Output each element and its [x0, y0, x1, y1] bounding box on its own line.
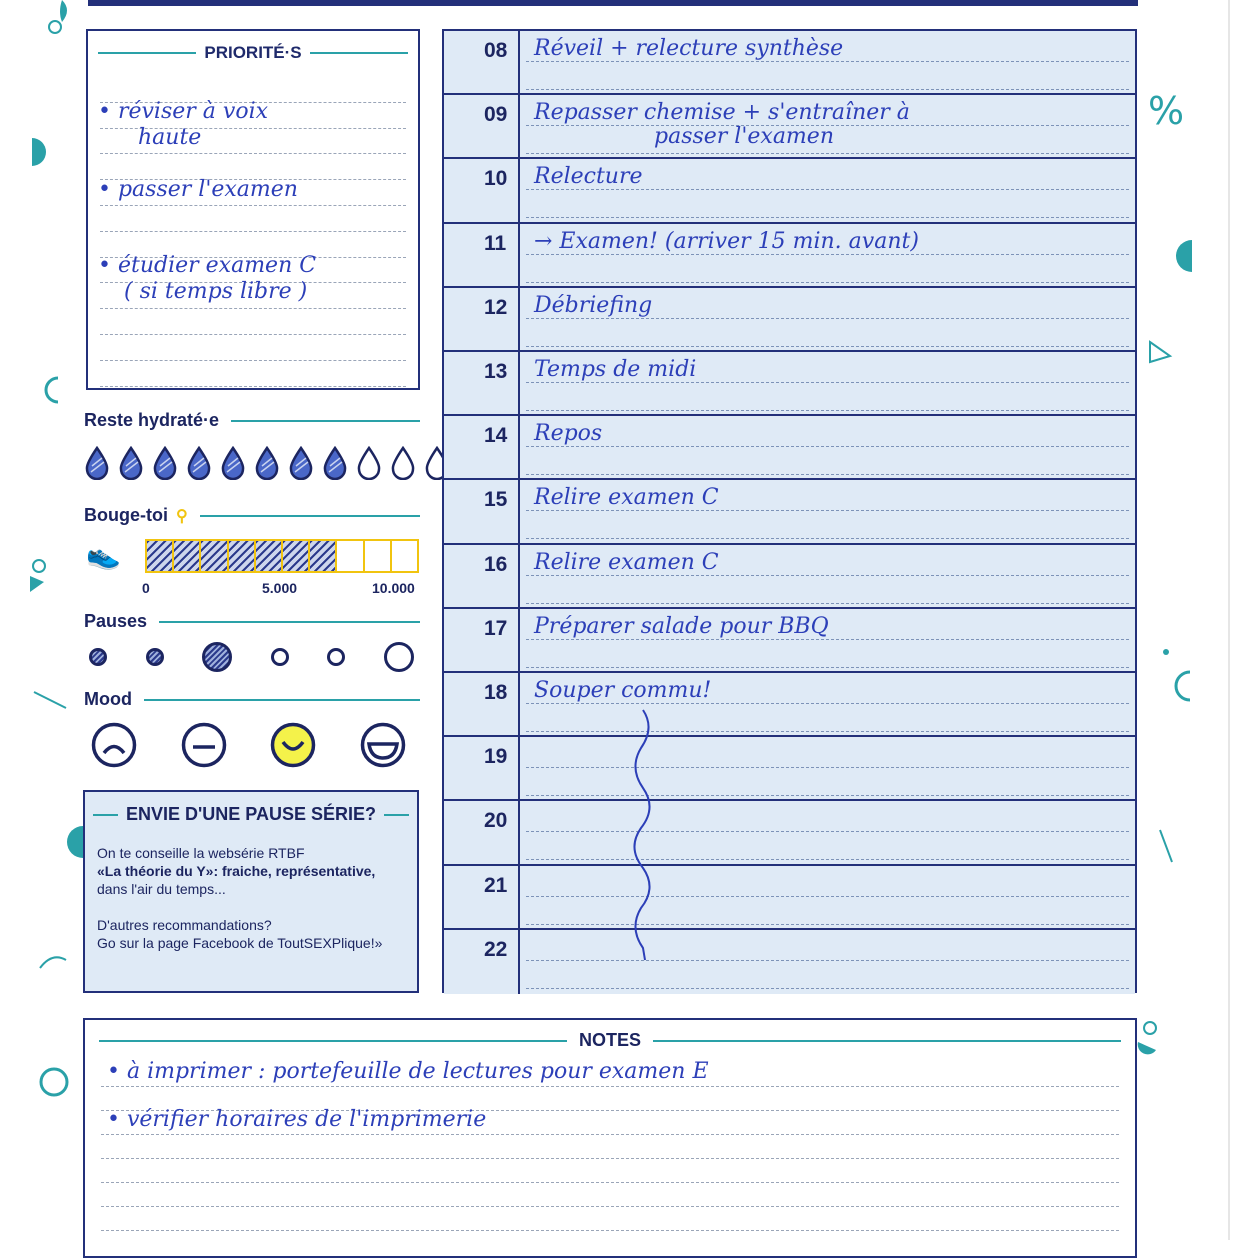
steps-heading [84, 505, 420, 526]
schedule-row[interactable] [444, 545, 1135, 609]
water-drop-icon[interactable] [322, 446, 348, 480]
schedule-row[interactable] [444, 159, 1135, 223]
hour-label: 22 [444, 930, 520, 994]
dashed-line [526, 538, 1129, 539]
dashed-line [101, 1086, 1119, 1087]
deco-slash [34, 692, 66, 708]
hour-label: 12 [444, 288, 520, 350]
schedule-row[interactable] [444, 673, 1135, 737]
schedule-entry: Préparer salade pour BBQ [534, 613, 829, 639]
schedule-row[interactable] [444, 930, 1135, 994]
dashed-line [101, 1134, 1119, 1135]
schedule-row[interactable] [444, 352, 1135, 416]
deco-percent: % [1148, 89, 1185, 133]
dashed-line [526, 667, 1129, 668]
dashed-line [526, 282, 1129, 283]
reco-title-text: ENVIE D'UNE PAUSE SÉRIE? [126, 804, 376, 824]
dashed-line [526, 474, 1129, 475]
water-drop-icon[interactable] [84, 446, 110, 480]
reco-line: «La théorie du Y»: fraiche, représentative, [97, 863, 376, 879]
water-drop-icon[interactable] [152, 446, 178, 480]
priority-item: • étudier examen C [98, 253, 317, 278]
deco-half-ring [46, 378, 58, 402]
deco-dot [1163, 649, 1169, 655]
water-drops [84, 446, 450, 480]
schedule-entry: Débriefing [534, 292, 653, 318]
mood-sad-icon[interactable] [91, 722, 137, 768]
deco-teal-drop [60, 0, 67, 22]
mood-heading [84, 689, 420, 710]
water-drop-icon[interactable] [254, 446, 280, 480]
dashed-line [526, 988, 1129, 989]
deco-ring [33, 560, 45, 572]
deco-triangle [30, 576, 44, 592]
mood-happy-icon[interactable] [270, 722, 316, 768]
dashed-line [526, 924, 1129, 925]
schedule-entry: Relire examen C [534, 485, 719, 511]
dashed-line [101, 1158, 1119, 1159]
dashed-line [526, 831, 1129, 832]
dashed-line [526, 346, 1129, 347]
water-drop-icon[interactable] [118, 446, 144, 480]
schedule-entry: Relire examen C [534, 549, 719, 575]
priority-item: haute [138, 125, 202, 150]
step-segment[interactable] [392, 541, 417, 571]
hour-label: 11 [444, 224, 520, 286]
dashed-line [100, 309, 406, 335]
hourly-schedule [442, 29, 1137, 993]
schedule-entry: Repos [534, 421, 603, 447]
steps-tick-mid: 5.000 [262, 580, 298, 596]
deco-half-circle [32, 138, 46, 166]
water-drop-icon[interactable] [356, 446, 382, 480]
title-rule [310, 52, 408, 54]
schedule-entry: Relecture [534, 164, 643, 190]
schedule-entry: Réveil + relecture synthèse [534, 36, 844, 61]
water-drop-icon[interactable] [220, 446, 246, 480]
pauses-title: Pauses [84, 611, 148, 631]
notes-title-text: NOTES [579, 1030, 642, 1050]
water-drop-icon[interactable] [186, 446, 212, 480]
step-segment[interactable] [283, 541, 310, 571]
heading-rule [159, 621, 420, 623]
schedule-entry: → Examen! (arriver 15 min. avant) [534, 228, 919, 254]
schedule-row[interactable] [444, 866, 1135, 930]
priority-item: ( si temps libre ) [124, 279, 308, 304]
schedule-row[interactable] [444, 224, 1135, 288]
schedule-entry: Temps de midi [534, 357, 697, 382]
deco-half-circle [67, 826, 83, 858]
pause-circle-marked[interactable] [146, 648, 164, 666]
title-rule [93, 814, 118, 816]
dashed-line [526, 960, 1129, 961]
step-segment[interactable] [174, 541, 201, 571]
deco-half-ring [40, 957, 66, 968]
pause-circle[interactable] [271, 648, 289, 666]
schedule-row[interactable] [444, 95, 1135, 159]
hydration-title: Reste hydraté·e [84, 410, 220, 430]
dashed-line [526, 603, 1129, 604]
reco-line: D'autres recommandations? [97, 917, 272, 933]
title-rule [98, 52, 196, 54]
schedule-row[interactable] [444, 737, 1135, 801]
deco-half-circle [1176, 240, 1192, 272]
step-segment[interactable] [365, 541, 392, 571]
deco-half-ring [1176, 672, 1190, 700]
dashed-line [101, 1206, 1119, 1207]
deco-half-ring [1150, 342, 1170, 362]
dashed-line [526, 89, 1129, 90]
deco-half-circle [1138, 1042, 1156, 1054]
dashed-line [100, 206, 406, 232]
reco-line: On te conseille la websérie RTBF [97, 845, 305, 861]
reco-title [93, 804, 409, 825]
schedule-row[interactable] [444, 609, 1135, 673]
step-segment[interactable] [201, 541, 228, 571]
hour-label: 20 [444, 801, 520, 863]
hour-label: 19 [444, 737, 520, 799]
deco-slash [1160, 830, 1172, 862]
shoe-icon: 👟 [86, 539, 121, 570]
hydration-heading [84, 410, 420, 431]
priority-item: • passer l'examen [98, 177, 298, 202]
notes-line: • vérifier horaires de l'imprimerie [107, 1107, 487, 1132]
hour-label: 13 [444, 352, 520, 414]
dashed-line [526, 153, 1129, 154]
title-rule [384, 814, 409, 816]
hour-label: 08 [444, 31, 520, 93]
hour-label: 17 [444, 609, 520, 671]
mood-very-happy-icon[interactable] [360, 722, 406, 768]
deco-ring [49, 21, 61, 33]
priorities-title-text: PRIORITÉ·S [204, 43, 302, 62]
schedule-row[interactable] [444, 31, 1135, 95]
steps-tick-min: 0 [142, 580, 150, 596]
dashed-line [526, 767, 1129, 768]
step-segment[interactable] [147, 541, 174, 571]
heading-rule [144, 699, 420, 701]
dashed-line [526, 795, 1129, 796]
mood-title: Mood [84, 689, 132, 709]
hour-label: 21 [444, 866, 520, 928]
dashed-line [526, 859, 1129, 860]
schedule-row[interactable] [444, 801, 1135, 865]
hour-label: 14 [444, 416, 520, 478]
schedule-row[interactable] [444, 288, 1135, 352]
heading-rule [200, 515, 420, 517]
deco-ring [1144, 1022, 1156, 1034]
dashed-line [526, 410, 1129, 411]
pause-circle-marked[interactable] [202, 642, 232, 672]
dashed-line [526, 896, 1129, 897]
handwritten-squiggle [625, 708, 665, 968]
notes-panel [83, 1018, 1137, 1258]
pause-circle[interactable] [384, 642, 414, 672]
water-drop-icon[interactable] [390, 446, 416, 480]
notes-line: • à imprimer : portefeuille de lectures pour examen E [107, 1059, 709, 1084]
steps-title: Bouge-toi [84, 505, 168, 525]
reco-text [97, 844, 407, 952]
running-icon: ⚲ [175, 507, 188, 525]
schedule-entry-continuation: passer l'examen [654, 124, 834, 150]
reco-line: dans l'air du temps... [97, 881, 226, 897]
hour-label: 16 [444, 545, 520, 607]
step-segment[interactable] [310, 541, 337, 571]
dashed-line [101, 1230, 1119, 1231]
pause-circle-marked[interactable] [89, 648, 107, 666]
schedule-row[interactable] [444, 480, 1135, 544]
priorities-title [98, 43, 408, 63]
reco-line: Go sur la page Facebook de ToutSEXPlique!» [97, 935, 383, 951]
dashed-line [100, 361, 406, 387]
dashed-line [526, 217, 1129, 218]
step-segment[interactable] [229, 541, 256, 571]
pause-circle[interactable] [327, 648, 345, 666]
recommendation-panel [83, 790, 419, 993]
deco-ring [41, 1069, 67, 1095]
step-segment[interactable] [256, 541, 283, 571]
schedule-entry: Souper commu! [534, 678, 712, 703]
hour-label: 18 [444, 673, 520, 735]
title-rule [653, 1040, 1121, 1042]
notes-title [99, 1030, 1121, 1051]
dashed-line [100, 335, 406, 361]
dashed-line [101, 1182, 1119, 1183]
title-rule [99, 1040, 567, 1042]
hour-label: 10 [444, 159, 520, 221]
water-drop-icon[interactable] [288, 446, 314, 480]
priorities-panel [86, 29, 420, 390]
steps-tick-max: 10.000 [372, 580, 415, 596]
priority-item: • réviser à voix [98, 99, 269, 124]
heading-rule [231, 420, 420, 422]
steps-progress-bar[interactable] [145, 539, 419, 573]
schedule-entry: Repasser chemise + s'entraîner à [534, 100, 910, 126]
hour-label: 15 [444, 480, 520, 542]
step-segment[interactable] [337, 541, 364, 571]
schedule-row[interactable] [444, 416, 1135, 480]
dashed-line [526, 731, 1129, 732]
pauses-heading [84, 611, 420, 632]
mood-neutral-icon[interactable] [181, 722, 227, 768]
hour-label: 09 [444, 95, 520, 157]
